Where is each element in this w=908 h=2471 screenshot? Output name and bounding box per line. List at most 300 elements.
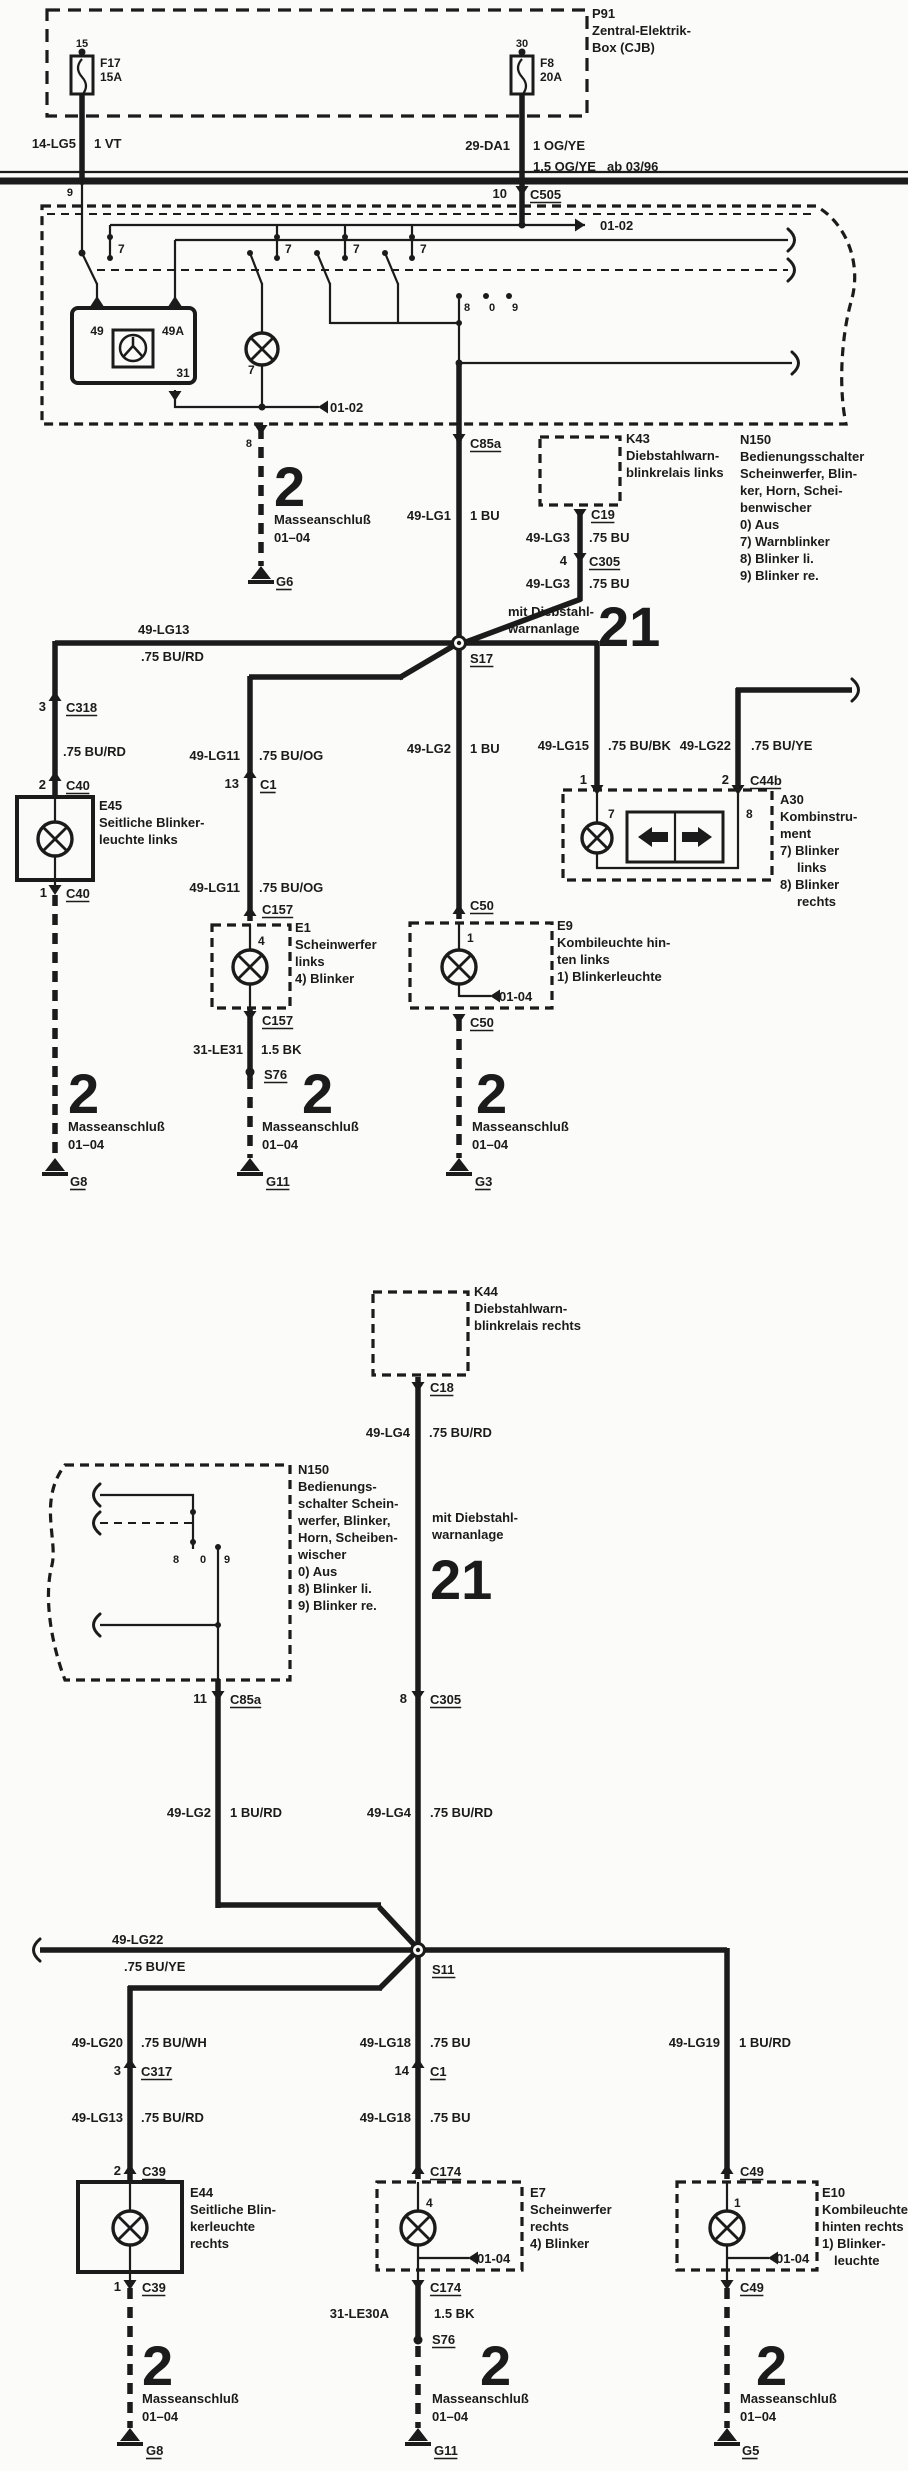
relay-pin-49a: 49A xyxy=(161,324,185,338)
conn-c85a-2: C85a xyxy=(230,1692,262,1707)
lamp-e7-id: E7 xyxy=(530,2185,546,2200)
n150-2-l2: Bedienungs- xyxy=(298,1479,377,1494)
relay-k44-name1: Diebstahlwarn- xyxy=(474,1301,568,1316)
junction-dot xyxy=(107,255,113,261)
ground-g8a-num: 2 xyxy=(68,1062,100,1125)
a30-term8: 8 xyxy=(746,807,753,821)
lamp-e10-l4: 1) Blinker- xyxy=(822,2236,886,2251)
conn-c40t-pin: 2 xyxy=(38,777,46,792)
junction-dot xyxy=(409,234,415,240)
wire-29da1-note: ab 03/96 xyxy=(607,159,659,174)
lamp-e7-pin4: 4 xyxy=(426,2196,433,2210)
wire-31le30a-spec: 1.5 BK xyxy=(434,2306,475,2321)
junction-dot xyxy=(190,1509,196,1515)
note-mit-dwa-2a: mit Diebstahl- xyxy=(432,1510,518,1525)
ground-g5-num: 2 xyxy=(756,2334,788,2397)
a30-l2: Kombinstru- xyxy=(780,809,858,824)
box-p91-id: P91 xyxy=(592,6,616,21)
conn-c44b-pin2: 2 xyxy=(721,772,729,787)
lamp-e10-l3: hinten rechts xyxy=(822,2219,904,2234)
lamp-e7-l3: rechts xyxy=(530,2219,570,2234)
arrowhead-icon xyxy=(49,691,62,701)
continuation-hook-icon xyxy=(788,229,795,251)
wire-49lg18b-spec: .75 BU xyxy=(430,2110,471,2125)
arrowhead-icon xyxy=(49,771,62,781)
ground-icon xyxy=(251,566,271,579)
n150-1-l2: Bedienungsschalter xyxy=(740,449,865,464)
ground-icon xyxy=(714,2442,740,2446)
arrowhead-icon xyxy=(318,401,328,414)
splice-icon xyxy=(416,1948,420,1952)
term-0-sw: 0 xyxy=(489,302,496,314)
conn-c40t: C40 xyxy=(66,778,90,793)
n150-2-l9: 9) Blinker re. xyxy=(298,1598,377,1613)
ground-g11b-num: 2 xyxy=(480,2334,512,2397)
arrowhead-icon xyxy=(124,2280,137,2290)
wire-49lg3a-spec: .75 BU xyxy=(589,530,630,545)
conn-c40b: C40 xyxy=(66,886,90,901)
n150-2-id: N150 xyxy=(298,1462,330,1477)
ground-g3-num: 2 xyxy=(476,1062,508,1125)
wire-49lg4a-circuit: 49-LG4 xyxy=(365,1425,410,1440)
lamp-e10-l5: leuchte xyxy=(834,2253,880,2268)
term-8-sw: 8 xyxy=(464,302,471,314)
junction-dot xyxy=(274,255,280,261)
wire-49lg4b-spec: .75 BU/RD xyxy=(430,1805,493,1820)
lamp-hazard-pin7: 7 xyxy=(248,363,255,377)
lamp-e9-id: E9 xyxy=(557,918,573,933)
a30-l3: ment xyxy=(780,826,812,841)
box-p91-name2: Box (CJB) xyxy=(592,40,655,55)
n150-2-l8: 8) Blinker li. xyxy=(298,1581,372,1596)
arrowhead-icon xyxy=(575,219,585,232)
continuation-hook-icon xyxy=(852,679,859,701)
n150-1-l6: 0) Aus xyxy=(740,517,780,532)
component-outline xyxy=(373,1292,468,1375)
splice-s17: S17 xyxy=(470,651,494,666)
arrowhead-icon xyxy=(453,904,466,914)
junction-dot xyxy=(518,177,526,185)
term-7-1: 7 xyxy=(118,242,125,256)
ground-icon xyxy=(248,580,274,584)
junction-dot xyxy=(342,234,348,240)
conn-c318-pin: 3 xyxy=(38,699,46,714)
n150-2-l4: werfer, Blinker, xyxy=(298,1513,391,1528)
wire-layer xyxy=(0,52,908,2428)
conn-c40b-pin: 1 xyxy=(39,885,47,900)
arrowhead-icon xyxy=(169,391,182,401)
lamp-e45-l3: leuchte links xyxy=(99,832,178,847)
conn-c174t: C174 xyxy=(430,2164,462,2179)
arrowhead-icon xyxy=(124,2164,137,2174)
n150-2-l7: 0) Aus xyxy=(298,1564,338,1579)
wire-49lg2b-circuit: 49-LG2 xyxy=(166,1805,211,1820)
ground-icon xyxy=(717,2428,737,2441)
relay-k43-name1: Diebstahlwarn- xyxy=(626,448,720,463)
ground-g8a-range: 01–04 xyxy=(68,1137,105,1152)
label-layer xyxy=(32,6,908,2459)
flasher-relay-icon xyxy=(124,337,142,356)
continuation-hook-icon xyxy=(94,1614,101,1636)
lamp-e10-l2: Kombileuchte xyxy=(822,2202,908,2217)
arrowhead-icon xyxy=(255,425,268,435)
ground-icon xyxy=(120,2428,140,2441)
conn-c44b-pin1: 1 xyxy=(579,772,587,787)
wire-49lg18b-circuit: 49-LG18 xyxy=(359,2110,411,2125)
ground-icon xyxy=(408,2428,428,2441)
conn-c50b: C50 xyxy=(470,1015,494,1030)
lamp-e1-id: E1 xyxy=(295,920,311,935)
ground-icon xyxy=(405,2442,431,2446)
splice-s76-2: S76 xyxy=(432,2332,456,2347)
n150-2-l5: Horn, Scheiben- xyxy=(298,1530,398,1545)
splice-s11: S11 xyxy=(432,1962,455,1977)
wire-31le31-circuit: 31-LE31 xyxy=(193,1042,243,1057)
junction-dot xyxy=(79,250,86,257)
wire-heavy xyxy=(399,642,460,678)
ground-icon xyxy=(237,1172,263,1176)
note-mit-dwa-1a: mit Diebstahl- xyxy=(508,604,594,619)
indicator-arrow-right-icon xyxy=(682,827,712,847)
conn-c1-1-pin: 13 xyxy=(224,776,239,791)
fuse-f8-pin30: 30 xyxy=(515,38,529,50)
wire xyxy=(82,253,97,284)
ground-g8b-range: 01–04 xyxy=(142,2409,179,2424)
a30-l5: links xyxy=(797,860,827,875)
wire-49lg3b-spec: .75 BU xyxy=(589,576,630,591)
lamp-e10-id: E10 xyxy=(822,2185,846,2200)
lamp-e45-id: E45 xyxy=(99,798,123,813)
wire-49lg18a-spec: .75 BU xyxy=(430,2035,471,2050)
wire-29da1-circuit: 29-DA1 xyxy=(465,138,510,153)
n150-1-l3: Scheinwerfer, Blin- xyxy=(740,466,858,481)
arrowhead-icon xyxy=(212,1691,225,1701)
junction-dot xyxy=(259,404,266,411)
ground-g11b-id: G11 xyxy=(434,2443,458,2458)
junction-dot xyxy=(483,293,489,299)
ground-g3-id: G3 xyxy=(475,1174,493,1189)
conn-c1-2: C1 xyxy=(430,2064,447,2079)
note-mit-dwa-2b: warnanlage xyxy=(432,1527,504,1542)
relay-pin-31: 31 xyxy=(176,366,190,380)
ground-g5-id: G5 xyxy=(742,2443,760,2458)
junction-dot xyxy=(409,255,415,261)
page-ref-21-1: 21 xyxy=(598,595,661,658)
fuse-f17-rating: 15A xyxy=(100,70,123,84)
junction-dot xyxy=(456,293,462,299)
a30-term7: 7 xyxy=(608,807,615,821)
wire-49lg22a-circuit: 49-LG22 xyxy=(679,738,731,753)
wire-49lg2a-spec: 1 BU xyxy=(470,741,500,756)
conn-c49t: C49 xyxy=(740,2164,764,2179)
component-outline xyxy=(48,1465,290,1680)
conn-c317: C317 xyxy=(141,2064,173,2079)
wire-31le30a-circuit: 31-LE30A xyxy=(329,2306,389,2321)
term-7-2: 7 xyxy=(285,242,292,256)
wire-29da1-spec: 1 OG/YE xyxy=(533,138,586,153)
conn-c305-2: C305 xyxy=(430,1692,462,1707)
arrowhead-icon xyxy=(412,1382,425,1392)
wire xyxy=(385,253,398,284)
wire-49lg19-circuit: 49-LG19 xyxy=(668,2035,720,2050)
junction-dot xyxy=(456,360,463,367)
ground-icon xyxy=(117,2442,143,2446)
lamp-e1-l2: Scheinwerfer xyxy=(295,937,377,952)
junction-dot xyxy=(314,250,320,256)
wire-29da1-spec2: 1.5 OG/YE xyxy=(533,159,596,174)
n150-2-term9: 9 xyxy=(224,1554,231,1566)
wire xyxy=(317,253,330,284)
wire-49lg22a-spec: .75 BU/YE xyxy=(751,738,813,753)
dest-0102-top: 01-02 xyxy=(600,218,634,233)
junction-dot xyxy=(78,177,86,185)
conn-c305-2-pin: 8 xyxy=(399,1691,407,1706)
splice-s76-1: S76 xyxy=(264,1067,288,1082)
ground-g11b-name: Masseanschluß xyxy=(432,2391,529,2406)
wire-49lg20-spec: .75 BU/WH xyxy=(141,2035,207,2050)
lamp-e44-l4: rechts xyxy=(190,2236,230,2251)
term-9-sw: 9 xyxy=(512,302,519,314)
wire-49lg13b-circuit: 49-LG13 xyxy=(71,2110,123,2125)
continuation-hook-icon xyxy=(94,1512,101,1534)
arrowhead-icon xyxy=(244,1011,257,1021)
arrowhead-icon xyxy=(574,509,587,519)
conn-c505: C505 xyxy=(530,187,562,202)
continuation-hook-icon xyxy=(792,352,799,374)
fuse-f8-rating: 20A xyxy=(540,70,563,84)
junction-dot xyxy=(215,1544,221,1550)
wire-49lg20-circuit: 49-LG20 xyxy=(71,2035,123,2050)
junction-dot xyxy=(506,293,512,299)
a30-l6: 8) Blinker xyxy=(780,877,840,892)
fuse-element-icon xyxy=(78,59,86,95)
component-outline xyxy=(42,206,855,424)
component-box xyxy=(511,56,533,94)
conn-c44b: C44b xyxy=(750,773,782,788)
wire-49lg4a-spec: .75 BU/RD xyxy=(429,1425,492,1440)
wire-31le31-spec: 1.5 BK xyxy=(261,1042,302,1057)
note-mit-dwa-1b: warnanlage xyxy=(508,621,580,636)
lamp-e9-l3: ten links xyxy=(557,952,610,967)
wire-49lg13a-circuit: 49-LG13 xyxy=(138,622,190,637)
fuse-f8-name: F8 xyxy=(540,56,555,70)
n150-2-l3: schalter Schein- xyxy=(298,1496,399,1511)
symbol-layer xyxy=(17,49,859,2447)
ground-icon xyxy=(240,1158,260,1171)
a30-l4: 7) Blinker xyxy=(780,843,840,858)
relay-k44-name2: blinkrelais rechts xyxy=(474,1318,581,1333)
conn-c318: C318 xyxy=(66,700,98,715)
wire-49lg2b-spec: 1 BU/RD xyxy=(230,1805,283,1820)
wire-49lg1-spec: 1 BU xyxy=(470,508,500,523)
ground-g11a-id: G11 xyxy=(266,1174,290,1189)
dest-0102-mid: 01-02 xyxy=(330,400,364,415)
ground-icon xyxy=(446,1172,472,1176)
ground-g5-range: 01–04 xyxy=(740,2409,777,2424)
wire-49lg11b-circuit: 49-LG11 xyxy=(189,880,240,895)
wire-49lg13a-spec: .75 BU/RD xyxy=(141,649,204,664)
arrowhead-icon xyxy=(91,296,104,306)
arrowhead-icon xyxy=(574,553,587,563)
a30-id: A30 xyxy=(780,792,804,807)
conn-c305-1: C305 xyxy=(589,554,621,569)
wire-49lg1-circuit: 49-LG1 xyxy=(406,508,451,523)
lamp-e1-pin4: 4 xyxy=(258,934,265,948)
wire-14lg5-circuit: 14-LG5 xyxy=(31,136,76,151)
ground-g8a-id: G8 xyxy=(70,1174,88,1189)
ground-g6-num: 2 xyxy=(274,455,306,518)
junction-dot xyxy=(382,250,388,256)
arrowhead-icon xyxy=(453,1014,466,1024)
arrowhead-icon xyxy=(124,2058,137,2068)
lamp-e7-l2: Scheinwerfer xyxy=(530,2202,612,2217)
component-outline xyxy=(47,10,587,116)
n150-2-term8: 8 xyxy=(173,1554,180,1566)
arrowhead-icon xyxy=(453,434,466,444)
fuse-f17-pin15: 15 xyxy=(75,38,89,50)
ground-g11a-range: 01–04 xyxy=(262,1137,299,1152)
junction-dot xyxy=(274,234,280,240)
conn-c174b: C174 xyxy=(430,2280,462,2295)
fuse-element-icon xyxy=(518,59,526,95)
junction-dot xyxy=(414,2336,423,2345)
conn-c85a-2-pin: 11 xyxy=(193,1691,207,1706)
conn-c39t-pin: 2 xyxy=(113,2163,121,2178)
junction-dot xyxy=(247,250,253,256)
continuation-hook-icon xyxy=(94,1484,101,1506)
dest-0104-e9: 01-04 xyxy=(499,989,533,1004)
wire-49lg11a-circuit: 49-LG11 xyxy=(189,748,240,763)
wire-49lg19-spec: 1 BU/RD xyxy=(739,2035,792,2050)
wire-49lg3b-circuit: 49-LG3 xyxy=(525,576,570,591)
wire-e45-spec: .75 BU/RD xyxy=(63,744,126,759)
arrowhead-icon xyxy=(244,906,257,916)
lamp-e7-l4: 4) Blinker xyxy=(530,2236,590,2251)
conn-c85a-1: C85a xyxy=(470,436,502,451)
conn-c157t: C157 xyxy=(262,902,294,917)
relay-k43-id: K43 xyxy=(626,431,650,446)
conn-c49b: C49 xyxy=(740,2280,764,2295)
arrowhead-icon xyxy=(516,186,529,196)
n150-1-l7: 7) Warnblinker xyxy=(740,534,830,549)
junction-dot xyxy=(215,1622,221,1628)
ground-g11a-num: 2 xyxy=(302,1062,334,1125)
junction-dot xyxy=(456,320,462,326)
continuation-hook-icon xyxy=(788,259,795,281)
arrowhead-icon xyxy=(412,2280,425,2290)
wire-49lg13b-spec: .75 BU/RD xyxy=(141,2110,204,2125)
term-7-4: 7 xyxy=(420,242,427,256)
wire-49lg18a-circuit: 49-LG18 xyxy=(359,2035,411,2050)
wire-49lg22b-spec: .75 BU/YE xyxy=(124,1959,186,1974)
lamp-e1-l4: 4) Blinker xyxy=(295,971,355,986)
lamp-e1-l3: links xyxy=(295,954,325,969)
dest-0104-e10: 01-04 xyxy=(776,2251,810,2266)
ground-g8b-id: G8 xyxy=(146,2443,164,2458)
conn-c305-1-pin: 4 xyxy=(559,553,567,568)
lamp-e44-id: E44 xyxy=(190,2185,214,2200)
ground-g8a-name: Masseanschluß xyxy=(68,1119,165,1134)
ground-g11a-name: Masseanschluß xyxy=(262,1119,359,1134)
ground-g6-name: Masseanschluß xyxy=(274,512,371,527)
arrowhead-icon xyxy=(169,296,182,306)
relay-k43-name2: blinkrelais links xyxy=(626,465,724,480)
junction-dot xyxy=(246,1068,255,1077)
arrowhead-icon xyxy=(412,1691,425,1701)
arrowhead-icon xyxy=(49,885,62,895)
lamp-e45-l2: Seitliche Blinker- xyxy=(99,815,205,830)
conn-c39t: C39 xyxy=(142,2164,166,2179)
wire-49lg11a-spec: .75 BU/OG xyxy=(259,748,324,763)
ground-g3-range: 01–04 xyxy=(472,1137,509,1152)
ground-g8b-name: Masseanschluß xyxy=(142,2391,239,2406)
junction-dot xyxy=(519,222,526,229)
conn-c18: C18 xyxy=(430,1380,454,1395)
dest-0104-e7: 01-04 xyxy=(477,2251,511,2266)
ground-g3-name: Masseanschluß xyxy=(472,1119,569,1134)
lamp-e44-l3: kerleuchte xyxy=(190,2219,256,2234)
lamp-e9-pin1: 1 xyxy=(467,931,474,945)
term-9-bus: 9 xyxy=(66,187,73,199)
wire-49lg3a-circuit: 49-LG3 xyxy=(525,530,570,545)
arrowhead-icon xyxy=(412,2164,425,2174)
n150-1-l5: benwischer xyxy=(740,500,812,515)
ground-g5-name: Masseanschluß xyxy=(740,2391,837,2406)
component-box xyxy=(71,56,93,94)
component-outline xyxy=(540,437,620,505)
conn-c1-1: C1 xyxy=(260,777,277,792)
lamp-e10-pin1: 1 xyxy=(734,2196,741,2210)
ground-g8b-num: 2 xyxy=(142,2334,174,2397)
conn-c505-pin: 10 xyxy=(492,186,507,201)
ground-g6-id: G6 xyxy=(276,574,294,589)
junction-dot xyxy=(190,1539,196,1545)
ground-g6-range: 01–04 xyxy=(274,530,311,545)
relay-pin-49: 49 xyxy=(90,324,104,338)
conn-c39b-pin: 1 xyxy=(113,2279,121,2294)
junction-dot xyxy=(342,255,348,261)
wire-49lg11b-spec: .75 BU/OG xyxy=(259,880,324,895)
fuse-f17-name: F17 xyxy=(100,56,121,70)
arrowhead-icon xyxy=(721,2164,734,2174)
wire-49lg15-circuit: 49-LG15 xyxy=(537,738,589,753)
n150-1-l4: ker, Horn, Schei- xyxy=(740,483,843,498)
wire-49lg2a-circuit: 49-LG2 xyxy=(406,741,451,756)
conn-c317-pin: 3 xyxy=(113,2063,121,2078)
arrowhead-icon xyxy=(412,2058,425,2068)
wire-49lg15-spec: .75 BU/BK xyxy=(608,738,671,753)
wire-49lg22b-circuit: 49-LG22 xyxy=(112,1932,164,1947)
continuation-hook-icon xyxy=(34,1939,41,1961)
arrowhead-icon xyxy=(244,768,257,778)
indicator-arrow-left-icon xyxy=(638,827,668,847)
wire-49lg4b-circuit: 49-LG4 xyxy=(366,1805,411,1820)
conn-c39b: C39 xyxy=(142,2280,166,2295)
wire-14lg5-spec: 1 VT xyxy=(94,136,122,151)
box-p91-name1: Zentral-Elektrik- xyxy=(592,23,691,38)
n150-2-l6: wischer xyxy=(298,1547,347,1562)
n150-2-term0: 0 xyxy=(200,1554,207,1566)
conn-c19: C19 xyxy=(591,507,615,522)
splice-icon xyxy=(457,641,461,645)
conn-c157b: C157 xyxy=(262,1013,294,1028)
n150-1-l9: 9) Blinker re. xyxy=(740,568,819,583)
lamp-e44-l2: Seitliche Blin- xyxy=(190,2202,276,2217)
ground-g11b-range: 01–04 xyxy=(432,2409,469,2424)
term-7-3: 7 xyxy=(353,242,360,256)
arrowhead-icon xyxy=(721,2280,734,2290)
ground-icon xyxy=(449,1158,469,1171)
